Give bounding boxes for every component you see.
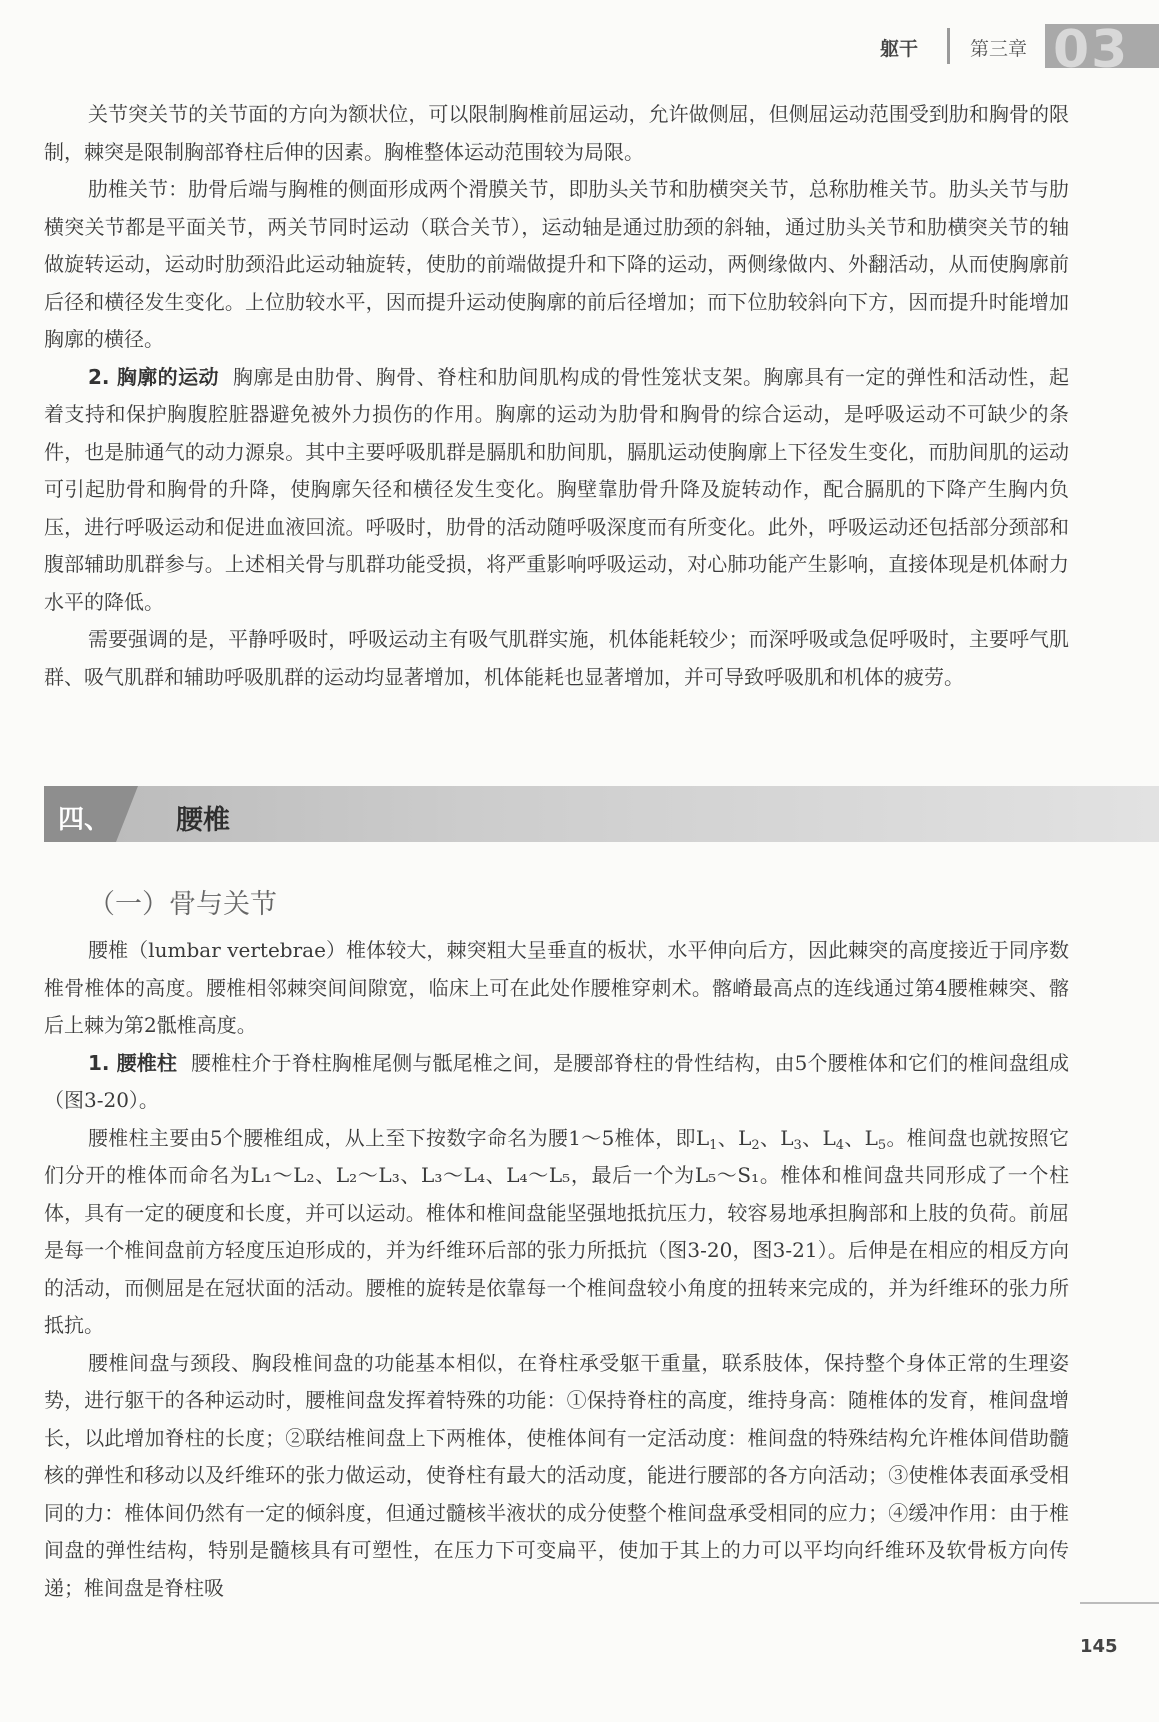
- page-number: 145: [1080, 1636, 1118, 1657]
- text-run: 。椎间盘也就按照它们分开的椎体而命名为: [44, 1125, 1069, 1187]
- vertebra-subscript: 5: [877, 1137, 887, 1153]
- text-run: 腰椎柱主要由5个腰椎组成，从上至下按数字命名为腰1～5椎体，即: [88, 1125, 696, 1150]
- subsection-heading: （一）骨与关节: [88, 889, 277, 920]
- paragraph: 肋椎关节：肋骨后端与胸椎的侧面形成两个滑膜关节，即肋头关节和肋横突关节，总称肋椎关节。肋头关节与肋横突关节都是平面关节，两关节同时运动（联合关节），运动轴是通过肋颈的斜轴，通过肋头关节和肋横突关节的轴做旋转运动，运动时肋颈沿此运动轴旋转，使肋的前端做提升和下降的运动，两侧缘做内、外翻活动，从而使胸廓前后径和横径发生变化。上位肋较水平，因而提升运动使胸廓的前后径增加；而下位肋较斜向下方，因而提升时能增加胸廓的横径。: [44, 177, 1069, 351]
- paragraph: 腰椎间盘与颈段、胸段椎间盘的功能基本相似，在脊柱承受躯干重量，联系肢体，保持整个身体正常的生理姿势，进行躯干的各种运动时，腰椎间盘发挥着特殊的功能：①保持脊柱的高度，维持身高：随椎体的发育，椎间盘增长，以此增加脊柱的长度；②联结椎间盘上下两椎体，使椎体间有一定活动度：椎间盘的特殊结构允许椎体间借助髓核的弹性和移动以及纤维环的张力做运动，使脊柱有最大的活动度，能进行腰部的各方向活动；③使椎体表面承受相同的力：椎体间仍然有一定的倾斜度，但通过髓核半液状的成分使整个椎间盘承受相同的应力；④缓冲作用：由于椎间盘的弹性结构，特别是髓核具有可塑性，在压力下可变扁平，使加于其上的力可以平均向纤维环及软骨板方向传递；椎间盘是脊柱吸: [44, 1350, 1069, 1600]
- body-text-bottom: [44, 932, 1069, 1607]
- footer-rule: [1080, 1602, 1159, 1604]
- text-run: ，最后一个为: [570, 1163, 695, 1187]
- separator: 、: [717, 1125, 739, 1150]
- vertebra-subscript: 2: [751, 1137, 760, 1153]
- paragraph-heading: 1. 腰椎柱: [88, 1050, 177, 1075]
- section-heading-bar: [44, 786, 1159, 842]
- vertebra-label: L: [822, 1125, 836, 1150]
- chapter-number: 03: [1053, 24, 1130, 68]
- vertebra-subscript: 1: [709, 1137, 718, 1153]
- section-number: 四、: [58, 805, 111, 835]
- section-number-box: [44, 786, 116, 842]
- separator: 、: [759, 1125, 781, 1150]
- paragraph-text: 腰椎柱介于脊柱胸椎尾侧与骶尾椎之间，是腰部脊柱的骨性结构，由5个腰椎体和它们的椎间盘组成（图3-20）。: [44, 1050, 1069, 1112]
- paragraph-lumbar-column: [44, 1045, 1069, 1120]
- paragraph-text: 胸廓是由肋骨、胸骨、脊柱和肋间肌构成的骨性笼状支架。胸廓具有一定的弹性和活动性，起着支持和保护胸腹腔脏器避免被外力损伤的作用。胸廓的运动为肋骨和胸骨的综合运动，是呼吸运动不可缺少的条件，也是肺通气的动力源泉。其中主要呼吸肌群是膈肌和肋间肌，膈肌运动使胸廓上下径发生变化，而肋间肌的运动可引起肋骨和胸骨的升降，使胸廓矢径和横径发生变化。胸壁靠肋骨升降及旋转动作，配合膈肌的下降产生胸内负压，进行呼吸运动和促进血液回流。呼吸时，肋骨的活动随呼吸深度而有所变化。此外，呼吸运动还包括部分颈部和腹部辅助肌群参与。上述相关骨与肌群功能受损，将严重影响呼吸运动，对心肺功能产生影响，直接体现是机体耐力水平的降低。: [44, 364, 1070, 614]
- vertebra-subscript: 4: [835, 1137, 844, 1153]
- paragraph-thorax-motion: [44, 359, 1069, 622]
- vertebra-label: L: [864, 1125, 878, 1150]
- paragraph-lumbar-detail: [44, 1120, 1069, 1345]
- separator: 、: [801, 1125, 823, 1150]
- section-number-tail: [116, 786, 138, 842]
- vertebra-label: L: [780, 1125, 794, 1150]
- body-text-top: [44, 96, 1069, 696]
- running-header: [0, 22, 1159, 70]
- vertebra-label: L: [738, 1125, 752, 1150]
- paragraph: 关节突关节的关节面的方向为额状位，可以限制胸椎前屈运动，允许做侧屈，但侧屈运动范围受到肋和胸骨的限制，棘突是限制胸部脊柱后伸的因素。胸椎整体运动范围较为局限。: [44, 102, 1069, 164]
- paragraph-heading: 2. 胸廓的运动: [88, 364, 219, 389]
- chapter-number-block: [1045, 24, 1159, 68]
- header-title: 躯干: [880, 38, 919, 60]
- header-divider: [947, 28, 950, 64]
- vertebra-subscript: 3: [793, 1137, 802, 1153]
- vertebra-label: L: [695, 1125, 710, 1150]
- header-chapter: 第三章: [970, 38, 1028, 60]
- paragraph: 需要强调的是，平静呼吸时，呼吸运动主有吸气肌群实施，机体能耗较少；而深呼吸或急促呼吸时，主要呼气肌群、吸气肌群和辅助呼吸肌群的运动均显著增加，机体能耗也显著增加，并可导致呼吸肌和机体的疲劳。: [44, 627, 1069, 689]
- disc-last: L₅～S₁: [694, 1163, 760, 1187]
- disc-pairs: L₁～L₂、L₂～L₃、L₃～L₄、L₄～L₅: [250, 1163, 571, 1187]
- separator: 、: [844, 1125, 865, 1150]
- text-run: 。椎体和椎间盘共同形成了一个柱体，具有一定的硬度和长度，并可以运动。椎体和椎间盘能坚强地抵抗压力，较容易地承担胸部和上肢的负荷。前屈是每一个椎间盘前方轻度压迫形成的，并为纤维环后部的张力所抵抗（图3-20，图3-21）。后伸是在相应的相反方向的活动，而侧屈是在冠状面的活动。腰椎的旋转是依靠每一个椎间盘较小角度的扭转来完成的，并为纤维环的张力所抵抗。: [44, 1163, 1070, 1337]
- paragraph: 腰椎（lumbar vertebrae）椎体较大，棘突粗大呈垂直的板状，水平伸向后方，因此棘突的高度接近于同序数椎骨椎体的高度。腰椎相邻棘突间间隙宽，临床上可在此处作腰椎穿刺术。髂嵴最高点的连线通过第4腰椎棘突、髂后上棘为第2骶椎高度。: [44, 938, 1069, 1037]
- section-title: 腰椎: [176, 805, 230, 836]
